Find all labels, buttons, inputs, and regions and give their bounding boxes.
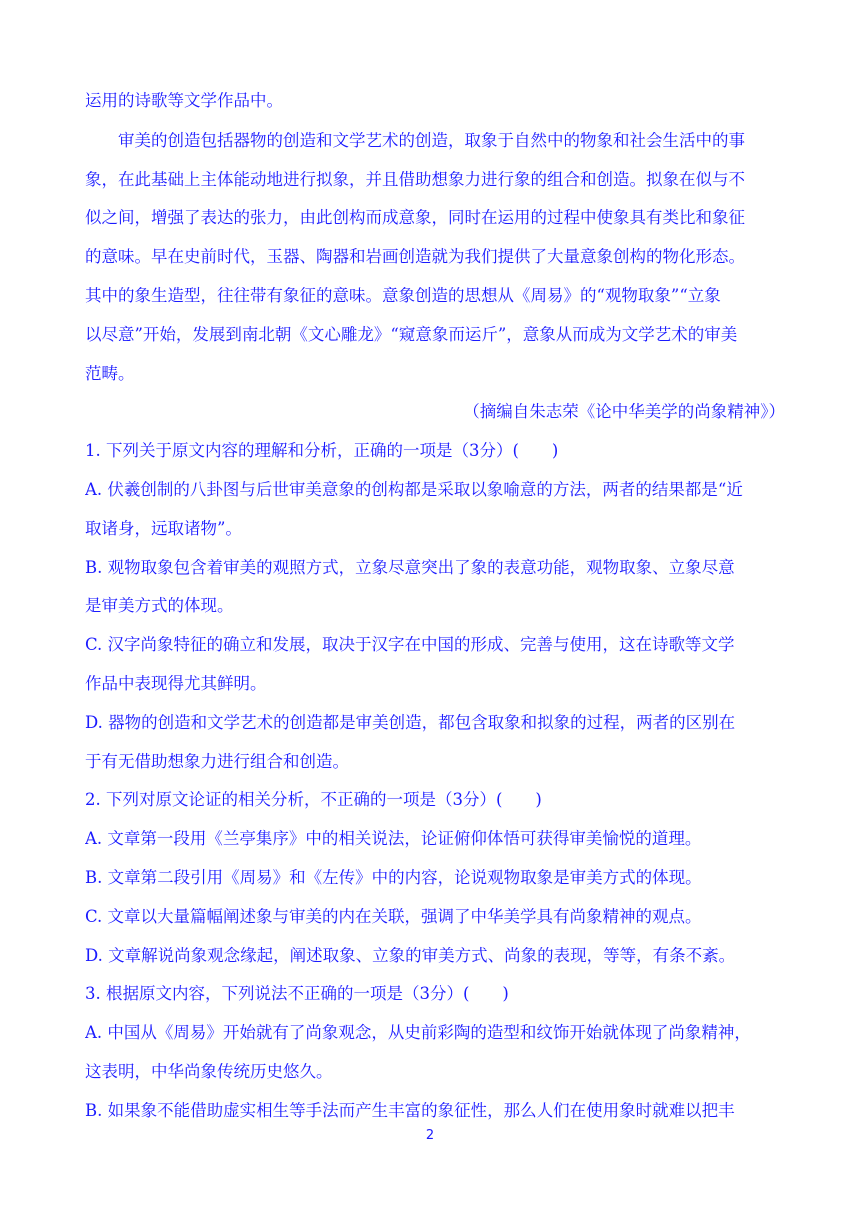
text-line: 范畴。 (85, 364, 135, 383)
text-line: 的意味。早在史前时代，玉器、陶器和岩画创造就为我们提供了大量意象创构的物化形态。 (85, 247, 745, 266)
question-2-option-b: B. 文章第二段引用《周易》和《左传》中的内容，论说观物取象是审美方式的体现。 (85, 868, 702, 887)
question-3-option-a-cont: 这表明，中华尚象传统历史悠久。 (85, 1062, 333, 1081)
question-1-option-c-cont: 作品中表现得尤其鲜明。 (85, 674, 267, 693)
question-1-option-d-cont: 于有无借助想象力进行组合和创造。 (85, 752, 349, 771)
text-line: 其中的象生造型，往往带有象征的意味。意象创造的思想从《周易》的“观物取象”“立象 (85, 286, 721, 305)
text-line: 运用的诗歌等文学作品中。 (85, 91, 283, 110)
question-1-option-d: D. 器物的创造和文学艺术的创造都是审美创造，都包含取象和拟象的过程，两者的区别在 (85, 713, 736, 732)
question-2-option-c: C. 文章以大量篇幅阐述象与审美的内在关联，强调了中华美学具有尚象精神的观点。 (85, 907, 702, 926)
question-1-option-a-cont: 取诸身，远取诸物”。 (85, 519, 242, 538)
text-line: 似之间，增强了表达的张力，由此创构而成意象，同时在运用的过程中使象具有类比和象征 (85, 208, 745, 227)
question-3-option-b: B. 如果象不能借助虚实相生等手法而产生丰富的象征性，那么人们在使用象时就难以把丰 (85, 1101, 735, 1120)
question-1-option-a: A. 伏羲创制的八卦图与后世审美意象的创构都是采取以象喻意的方法，两者的结果都是“近 (85, 480, 743, 499)
question-2-option-a: A. 文章第一段用《兰亭集序》中的相关说法，论证俯仰体悟可获得审美愉悦的道理。 (85, 829, 702, 848)
question-2-option-d: D. 文章解说尚象观念缘起，阐述取象、立象的审美方式、尚象的表现，等等，有条不紊。 (85, 946, 736, 965)
question-1-option-b: B. 观物取象包含着审美的观照方式，立象尽意突出了象的表意功能，观物取象、立象尽意 (85, 558, 735, 577)
page-number: 2 (425, 1128, 435, 1143)
question-1-option-c: C. 汉字尚象特征的确立和发展，取决于汉字在中国的形成、完善与使用，这在诗歌等文学 (85, 635, 735, 654)
question-1-stem: 1. 下列关于原文内容的理解和分析，正确的一项是（3分）( ) (85, 441, 559, 460)
source-citation: （摘编自朱志荣《论中华美学的尚象精神》） (463, 402, 785, 421)
text-line: 以尽意”开始，发展到南北朝《文心雕龙》“窥意象而运斤”，意象从而成为文学艺术的审美 (85, 325, 738, 344)
text-line: 象，在此基础上主体能动地进行拟象，并且借助想象力进行象的组合和创造。拟象在似与不 (85, 170, 745, 189)
paragraph-start-line: 审美的创造包括器物的创造和文学艺术的创造，取象于自然中的物象和社会生活中的事 (118, 131, 745, 150)
question-3-stem: 3. 根据原文内容，下列说法不正确的一项是（3分）( ) (85, 984, 509, 1003)
question-1-option-b-cont: 是审美方式的体现。 (85, 596, 234, 615)
question-3-option-a: A. 中国从《周易》开始就有了尚象观念，从史前彩陶的造型和纹饰开始就体现了尚象精神， (85, 1023, 751, 1042)
question-2-stem: 2. 下列对原文论证的相关分析，不正确的一项是（3分）( ) (85, 790, 542, 809)
